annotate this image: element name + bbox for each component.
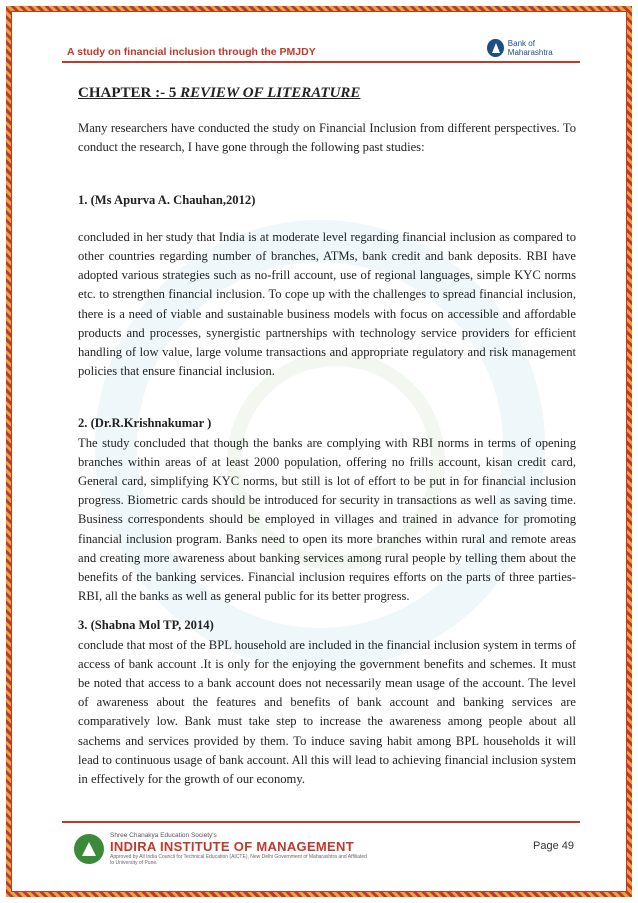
institute-emblem-icon xyxy=(70,832,104,866)
footer-institute-name: INDIRA INSTITUTE OF MANAGEMENT xyxy=(110,839,354,854)
bank-logo-icon xyxy=(487,39,504,57)
section-heading: 1. (Ms Apurva A. Chauhan,2012) xyxy=(78,192,256,207)
bank-logo xyxy=(487,37,577,59)
section-body: conclude that most of the BPL household are included in the financial inclusion system in terms of access of bank account .It is only for the enjoying the government benefits and schemes. It must be noted that access to a bank account does not necessarily mean usage of the account. The level of awareness about the features and benefits of bank account and banking services are comparatively low. Bank must take step to increase the awareness among people about all sachems and services provided by them. To induce saving habit among BPL households it will lead to continuous usage of bank account. All this will lead to achieving financial inclusion system in effectively for the growth of our economy. xyxy=(78,637,576,787)
running-header: A study on financial inclusion through the PMJDY xyxy=(67,46,316,58)
chapter-number: CHAPTER :- 5 xyxy=(78,85,177,101)
page-number: Page 49 xyxy=(533,840,574,852)
bank-logo-text: Bank of Maharashtra xyxy=(507,39,553,57)
page-body xyxy=(78,84,576,789)
footer-divider xyxy=(62,821,580,823)
section-body: The study concluded that though the banks are complying with RBI norms in terms of opening branches within areas of at least 2000 population, offering no frills account, kisan credit card, General card, simplifying KYC norms, but still is lot of effort to be put in for financial inclusion progress. Biometric cards should be introduced for security in transactions as well as saving time. Business correspondents should be employed in villages and trained in advance for promoting financial inclusion program. Banks need to open its more branches within rural and remote areas and creating more awareness about banking services among rural people by telling them about the benefits of the banking services. Financial inclusion requires efforts on the parts of three parties- RBI, all the banks as well as general public for its better progress. xyxy=(78,435,576,604)
section-body: concluded in her study that India is at moderate level regarding financial inclusion as compared to other countries regarding number of branches, ATMs, bank credit and bank deposits. RBI have adopted various strategies such as no-frill account, use of regional languages, simple KYC norms etc. to strengthen financial inclusion. To cope up with the challenges to spread financial inclusion, there is a need of viable and sustainable business models with focus on accessible and affordable products and processes, synergistic partnerships with technology service providers for efficient handling of low value, large volume transactions and appropriate regulatory and risk management policies that ensure financial inclusion. xyxy=(78,229,576,379)
header-divider xyxy=(62,61,580,63)
section-heading: 2. (Dr.R.Krishnakumar ) xyxy=(78,416,212,431)
chapter-title: REVIEW OF LITERATURE xyxy=(180,85,361,101)
intro-paragraph: Many researchers have conducted the study on Financial Inclusion from different perspectives. To conduct the research, I have gone through the following past studies: xyxy=(78,121,576,155)
institute-logo xyxy=(70,826,370,872)
footer-society: Shree Chanakya Education Society's xyxy=(110,832,217,839)
section-heading: 3. (Shabna Mol TP, 2014) xyxy=(78,618,214,633)
chapter-heading xyxy=(78,84,576,103)
footer-approval: Approved by All India Council for Technical Education (AICTE), New Delhi Government of Maharashtra and Affiliated to University of Pune. xyxy=(110,854,367,866)
